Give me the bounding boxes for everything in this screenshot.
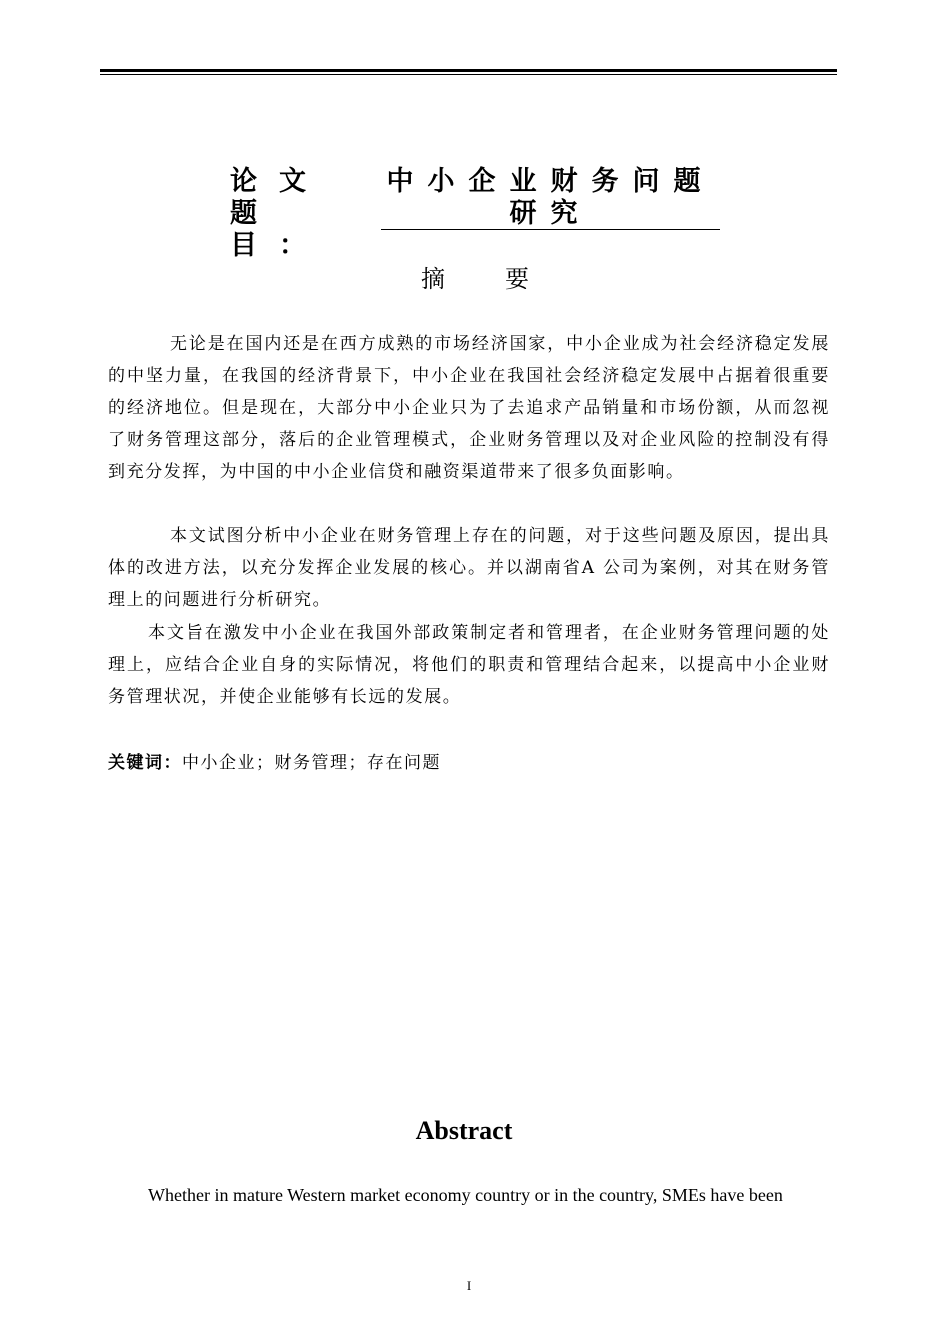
thesis-title-label: 论文题目： [230,166,328,261]
abstract-heading-char-2: 要 [505,265,529,293]
header-rule-thick [100,69,837,72]
english-abstract-heading: Abstract [415,1116,513,1145]
page-number: I [466,1278,472,1293]
keywords-label: 关键词： [108,753,182,773]
chinese-abstract-heading [0,263,950,295]
header-rule-thin [100,74,837,75]
abstract-heading-char-1: 摘 [421,265,445,293]
abstract-paragraph-1: 无论是在国内还是在西方成熟的市场经济国家，中小企业成为社会经济稳定发展的中坚力量，在我国的经济背景下，中小企业在我国社会经济稳定发展中占据着很重要的经济地位。但是现在，大部分中小企业只为了去追求产品销量和市场份额，从而忽视了财务管理这部分，落后的企业管理模式，企业财务管理以及对企业风险的控制没有得到充分发挥，为中国的中小企业信贷和融资渠道带来了很多负面影响。 [108,334,830,482]
english-abstract-text: Whether in mature Western market economy country or in the country, SMEs have been [148,1185,783,1205]
keywords-line [108,747,441,779]
keywords-value: 中小企业；财务管理；存在问题 [182,753,441,773]
thesis-title-value: 中小企业财务问题研究 [386,166,715,229]
thesis-title-underline [381,229,720,230]
abstract-paragraph-2: 本文试图分析中小企业在财务管理上存在的问题，对于这些问题及原因，提出具体的改进方法，以充分发挥企业发展的核心。并以湖南省A 公司为案例，对其在财务管理上的问题进行分析研究。 [108,526,830,610]
abstract-paragraph-3: 本文旨在激发中小企业在我国外部政策制定者和管理者，在企业财务管理问题的处理上，应结合企业自身的实际情况，将他们的职责和管理结合起来，以提高中小企业财务管理状况，并使企业能够有长远的发展。 [108,623,830,707]
